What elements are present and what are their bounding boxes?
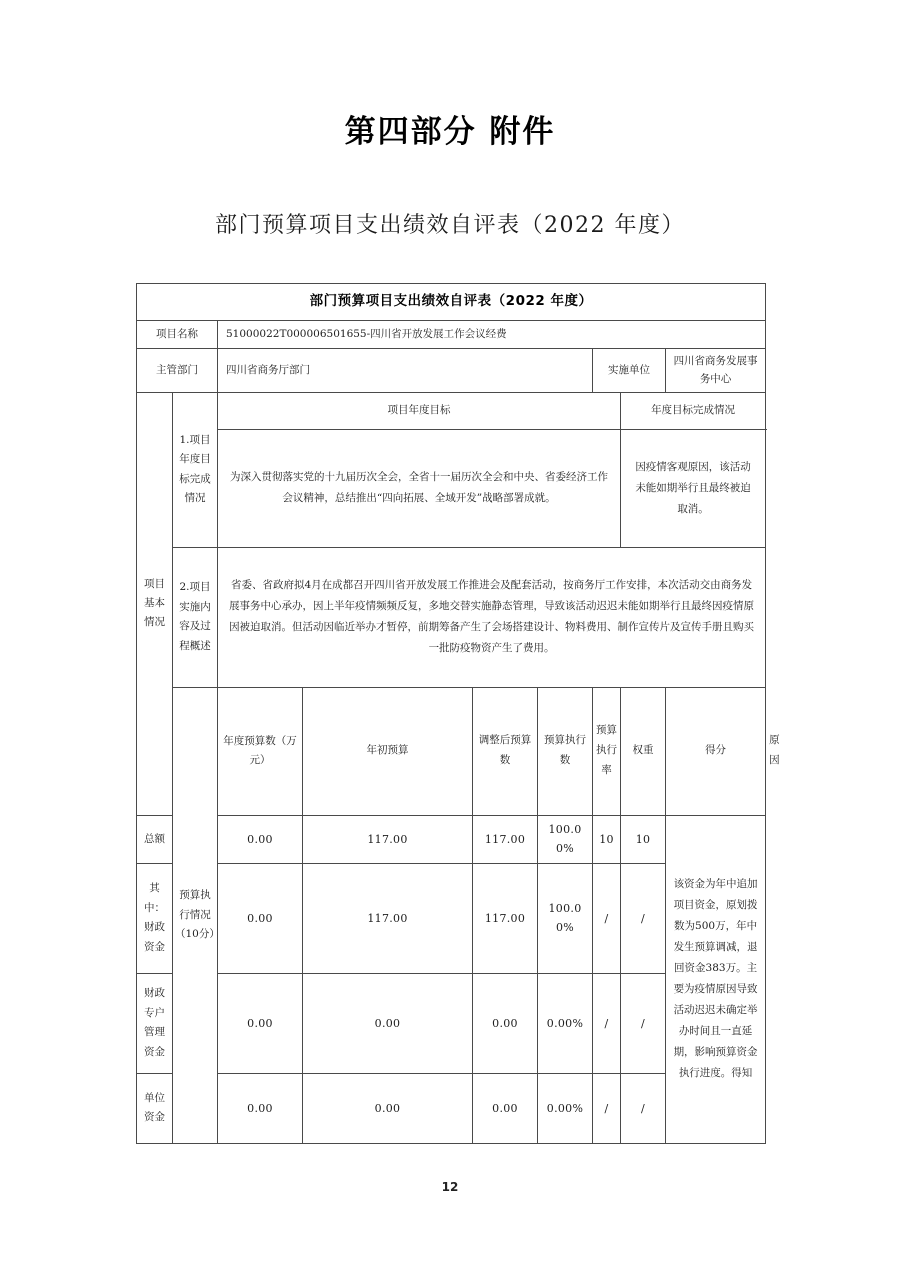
implementation-text: 省委、省政府拟4月在成都召开四川省开放发展工作推进会及配套活动，按商务厅工作安排，本次活动交由商务发展事务中心承办，因上半年疫情频频反复，多地交替实施静态管理，导致该活动迟迟未能如期举行且最终因疫情原因被迫取消。但活动因临近举办才暂停，前期筹备产生了会场搭建设计、物料费用、制作宣传片及宣传手册且购买一批防疫物资产生了费用。 (218, 547, 766, 687)
basic-info-side-label: 项目基本情况 (137, 392, 173, 815)
annual-goal-status-header: 年度目标完成情况 (621, 392, 766, 429)
supervising-dept-label: 主管部门 (137, 349, 218, 393)
table-row (137, 429, 766, 547)
total-weight: 10 (593, 815, 621, 863)
annual-goal-row-label: 1.项目年度目标完成情况 (173, 392, 218, 547)
col-initial-budget: 年初预算 (303, 687, 473, 815)
budget-reason-text: 该资金为年中追加项目资金，原划拨数为500万，年中发生预算调减，退回资金383万。主要为疫情原因导致活动迟迟未确定举办时间且一直延期，影响预算资金执行进度。得知 (666, 815, 766, 1143)
implementing-unit-value: 四川省商务发展事务中心 (666, 349, 766, 393)
fiscal-executed: 117.00 (473, 863, 538, 973)
col-weight: 权重 (621, 687, 666, 815)
unit-adjusted: 0.00 (303, 1073, 473, 1143)
budget-rowlabel-header: 年度预算数（万元） (218, 687, 303, 815)
unit-initial: 0.00 (218, 1073, 303, 1143)
page-title: 第四部分 附件 (344, 114, 556, 150)
table-row (137, 392, 766, 429)
annual-goal-status-text: 因疫情客观原因，该活动未能如期举行且最终被迫取消。 (621, 429, 766, 547)
total-adjusted: 117.00 (303, 815, 473, 863)
annual-goal-header: 项目年度目标 (218, 392, 621, 429)
row-label-special-account-funds: 财政专户管理资金 (137, 973, 173, 1073)
page-number: 12 (441, 1180, 459, 1194)
special-weight: / (593, 973, 621, 1073)
total-initial: 0.00 (218, 815, 303, 863)
row-label-fiscal-funds: 其中：财政资金 (137, 863, 173, 973)
budget-section-side-label: 预算执行情况（10分） (173, 687, 218, 1143)
special-executed: 0.00 (473, 973, 538, 1073)
unit-weight: / (593, 1073, 621, 1143)
row-label-unit-funds: 单位资金 (137, 1073, 173, 1143)
supervising-dept-value: 四川省商务厅部门 (218, 349, 593, 393)
page-subtitle: 部门预算项目支出绩效自评表（2022 年度） (215, 213, 685, 238)
unit-executed: 0.00 (473, 1073, 538, 1143)
table-caption: 部门预算项目支出绩效自评表（2022 年度） (137, 284, 766, 321)
table-row: 预算执行情况（10分） 年度预算数（万元） 年初预算 调整后预算数 预算执行数 预算执行率 权重 得分 原因 (137, 687, 766, 815)
table-row (137, 284, 766, 321)
table-row (137, 547, 766, 687)
col-adjusted-budget: 调整后预算数 (473, 687, 538, 815)
evaluation-table-wrapper (136, 283, 780, 1144)
col-score: 得分 (666, 687, 766, 815)
fiscal-weight: / (593, 863, 621, 973)
special-adjusted: 0.00 (303, 973, 473, 1073)
total-score: 10 (621, 815, 666, 863)
unit-rate: 0.00% (538, 1073, 593, 1143)
evaluation-table (136, 283, 780, 1144)
fiscal-rate: 100.00% (538, 863, 593, 973)
row-label-total: 总额 (137, 815, 173, 863)
annual-goal-text: 为深入贯彻落实党的十九届历次全会，全省十一届历次全会和中央、省委经济工作会议精神，总结推出“四向拓展、全域开发”战略部署成就。 (218, 429, 621, 547)
fiscal-adjusted: 117.00 (303, 863, 473, 973)
special-initial: 0.00 (218, 973, 303, 1073)
col-execution-rate: 预算执行率 (593, 687, 621, 815)
implementation-row-label: 2.项目实施内容及过程概述 (173, 547, 218, 687)
table-row (137, 349, 766, 393)
table-row (137, 815, 766, 863)
unit-score: / (621, 1073, 666, 1143)
project-name-value: 51000022T000006501655-四川省开放发展工作会议经费 (218, 320, 766, 348)
total-rate: 100.00% (538, 815, 593, 863)
total-executed: 117.00 (473, 815, 538, 863)
col-executed-budget: 预算执行数 (538, 687, 593, 815)
fiscal-initial: 0.00 (218, 863, 303, 973)
special-score: / (621, 973, 666, 1073)
project-name-label: 项目名称 (137, 320, 218, 348)
table-row (137, 320, 766, 348)
special-rate: 0.00% (538, 973, 593, 1073)
implementing-unit-label: 实施单位 (593, 349, 666, 393)
fiscal-score: / (621, 863, 666, 973)
